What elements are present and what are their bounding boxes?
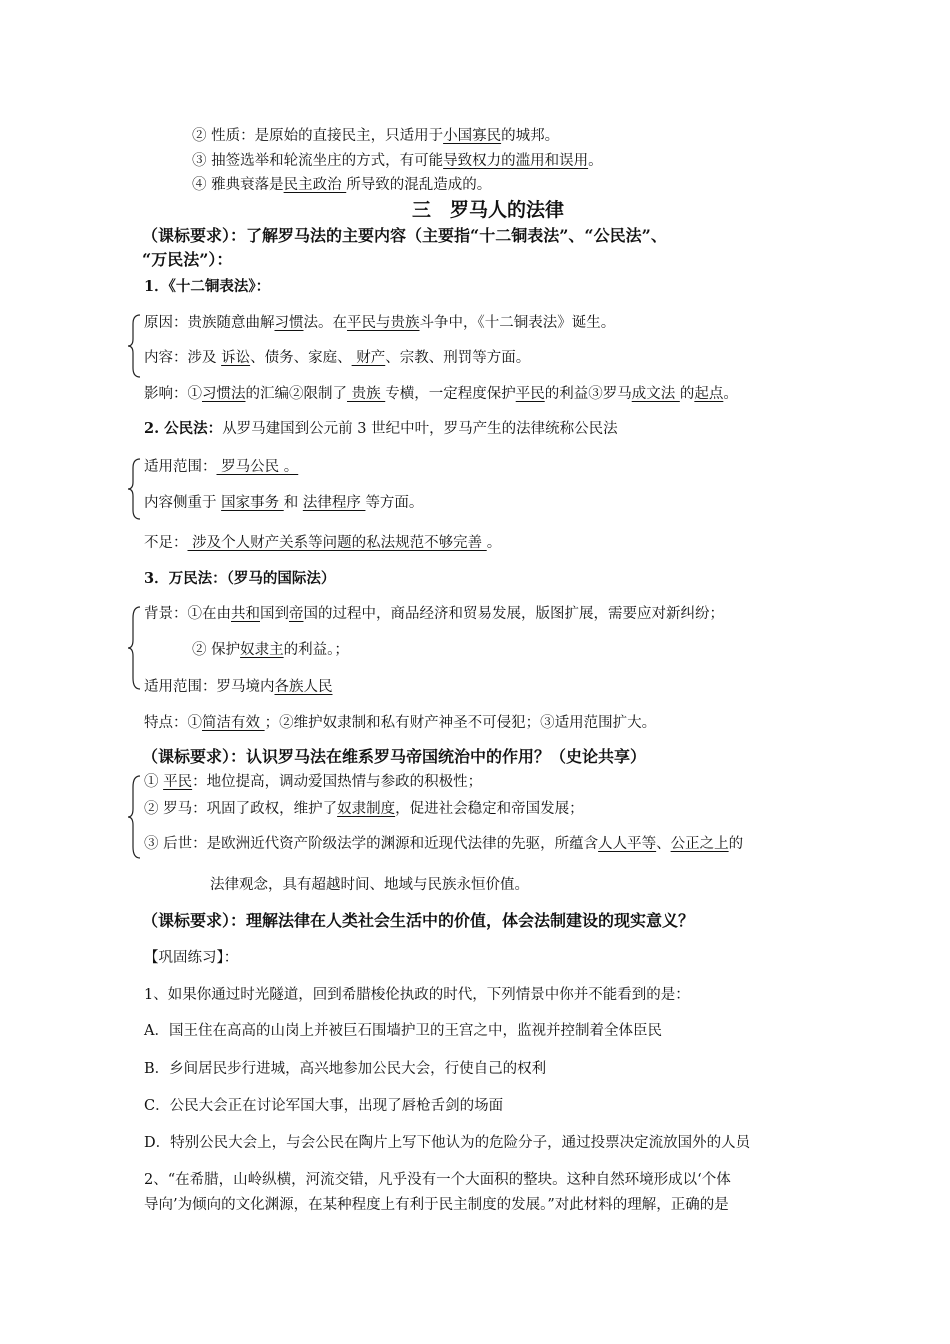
requirement-1-line-1: （课标要求）：了解罗马法的主要内容（主要指“十二铜表法”、“公民法”、	[142, 226, 667, 245]
brace-icon	[128, 314, 142, 378]
role-later-ages-continued: 法律观念，具有超越时间、地域与民族永恒价值。	[210, 877, 529, 893]
top-item-3: ③ 抽签选举和轮流坐庄的方式，有可能导致权力的滥用和误用。	[192, 153, 603, 169]
practice-title: 【巩固练习】：	[144, 950, 239, 966]
question-2-line-2: 导向’为倾向的文化渊源，在某种程度上有利于民主制度的发展。”对此材料的理解，正确的是	[144, 1197, 729, 1213]
twelve-tables-content: 内容：涉及 诉讼、债务、家庭、 财产、宗教、刑罚等方面。	[144, 350, 531, 366]
brace-icon	[128, 606, 142, 690]
requirement-2: （课标要求）：认识罗马法在维系罗马帝国统治中的作用？（史论共享）	[142, 747, 647, 766]
twelve-tables-heading: 1．《十二铜表法》：	[144, 278, 271, 295]
civil-law-heading: 2. 公民法：从罗马建国到公元前 3 世纪中叶，罗马产生的法律统称公民法	[144, 420, 618, 437]
role-later-ages: ③ 后世：是欧洲近代资产阶级法学的渊源和近现代法律的先驱，所蕴含人人平等、公正之上的	[144, 836, 744, 852]
option-a: A．国王住在高高的山岗上并被巨石围墙护卫的王宫之中，监视并控制着全体臣民	[144, 1023, 662, 1039]
option-c: C．公民大会正在讨论军国大事，出现了唇枪舌剑的场面	[144, 1098, 504, 1114]
question-2-line-1: 2、“在希腊，山岭纵横，河流交错，凡乎没有一个大面积的整块。这种自然环境形成以‘个体	[144, 1172, 731, 1188]
twelve-tables-impact: 影响：①习惯法的汇编②限制了 贵族 专横，一定程度保护平民的利益③罗马成文法 的起点。	[144, 386, 738, 402]
law-of-nations-background-1: 背景：①在由共和国到帝国的过程中，商品经济和贸易发展，版图扩展，需要应对新纠纷；	[144, 606, 724, 622]
requirement-3: （课标要求）：理解法律在人类社会生活中的价值，体会法制建设的现实意义？	[142, 911, 695, 930]
role-plebeians: ① 平民：地位提高，调动爱国热情与参政的积极性；	[144, 774, 483, 790]
law-of-nations-features: 特点：①简洁有效 ；②维护奴隶制和私有财产神圣不可侵犯；③适用范围扩大。	[144, 715, 657, 731]
question-1: 1、如果你通过时光隧道，回到希腊梭伦执政的时代，下列情景中你并不能看到的是：	[144, 987, 690, 1003]
law-of-nations-scope: 适用范围：罗马境内各族人民	[144, 679, 333, 695]
civil-law-scope: 适用范围： 罗马公民 。	[144, 459, 299, 475]
civil-law-lack: 不足： 涉及个人财产关系等问题的私法规范不够完善 。	[144, 535, 502, 551]
civil-law-focus: 内容侧重于 国家事务 和 法律程序 等方面。	[144, 495, 424, 511]
option-b: B．乡间居民步行进城，高兴地参加公民大会，行使自己的权利	[144, 1061, 547, 1077]
top-item-2: ② 性质：是原始的直接民主，只适用于小国寡民的城邦。	[192, 128, 560, 144]
brace-icon	[128, 775, 142, 859]
top-item-4: ④ 雅典衰落是民主政治 所导致的混乱造成的。	[192, 177, 492, 193]
option-d: D．特别公民大会上，与会公民在陶片上写下他认为的危险分子，通过投票决定流放国外的人员	[144, 1135, 751, 1151]
requirement-1-line-2: “万民法”）：	[142, 250, 233, 269]
twelve-tables-cause: 原因：贵族随意曲解习惯法。在平民与贵族斗争中，《十二铜表法》诞生。	[144, 315, 616, 331]
section-title: 三 罗马人的法律	[412, 199, 565, 221]
law-of-nations-background-2: ② 保护奴隶主的利益。；	[192, 642, 349, 658]
brace-icon	[128, 458, 142, 520]
law-of-nations-heading: 3．万民法：（罗马的国际法）	[144, 570, 336, 587]
role-rome: ② 罗马：巩固了政权，维护了奴隶制度，促进社会稳定和帝国发展；	[144, 801, 584, 817]
